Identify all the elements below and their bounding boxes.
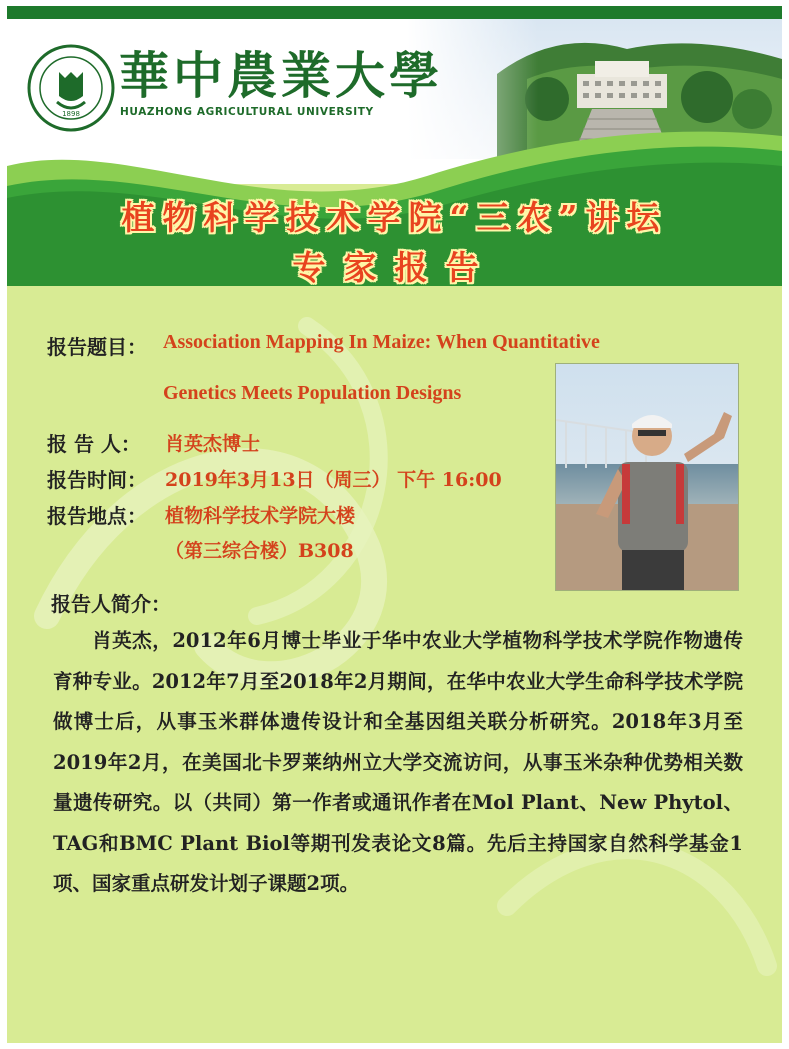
- topic-line-2: Genetics Meets Population Designs: [163, 382, 462, 404]
- university-name-cn: 華中農業大學: [119, 46, 443, 105]
- speaker-bio: 肖英杰，2012年6月博士毕业于华中农业大学植物科学技术学院作物遗传育种专业。2012年7月至2018年2月期间，在华中农业大学生命科学技术学院做博士后，从事玉米群体遗传设计和全基因组关联分析研究。2018年3月至2019年2月，在美国北卡罗莱纳州立大学交流访问，从事玉米杂种优势相关数量遗传研究。以（共同）第一作者或通讯作者在Mol Plant、New Phytol、TAG和BMC Plant Biol等期刊发表论文8篇。先后主持国家自然科学基金1项、国家重点研发计划子课题2项。: [53, 629, 743, 895]
- place-label: 报告地点：: [47, 504, 147, 528]
- intro-heading: 报告人简介：: [51, 592, 171, 616]
- poster-title: 植物科学技术学院“三农”讲坛: [121, 198, 668, 237]
- poster-subtitle: 专家报告: [292, 248, 497, 287]
- university-name-en: HUAZHONG AGRICULTURAL UNIVERSITY: [120, 106, 374, 118]
- seal-year: 1898: [62, 110, 80, 118]
- time-label: 报告时间：: [47, 468, 147, 492]
- speaker-label: 报 告 人：: [47, 432, 141, 456]
- speaker-photo: [555, 363, 739, 591]
- speaker-name: 肖英杰博士: [165, 433, 261, 455]
- topic-line-1: Association Mapping In Maize: When Quantitative: [163, 331, 600, 353]
- university-seal-logo: [27, 44, 115, 132]
- talk-place-line-2: （第三综合楼）B308: [165, 540, 354, 562]
- talk-time: 2019年3月13日（周三） 下午 16:00: [165, 469, 502, 491]
- topic-label: 报告题目：: [47, 335, 147, 359]
- poster: [7, 6, 782, 1043]
- top-bar: [7, 6, 782, 19]
- talk-place-line-1: 植物科学技术学院大楼: [165, 505, 356, 527]
